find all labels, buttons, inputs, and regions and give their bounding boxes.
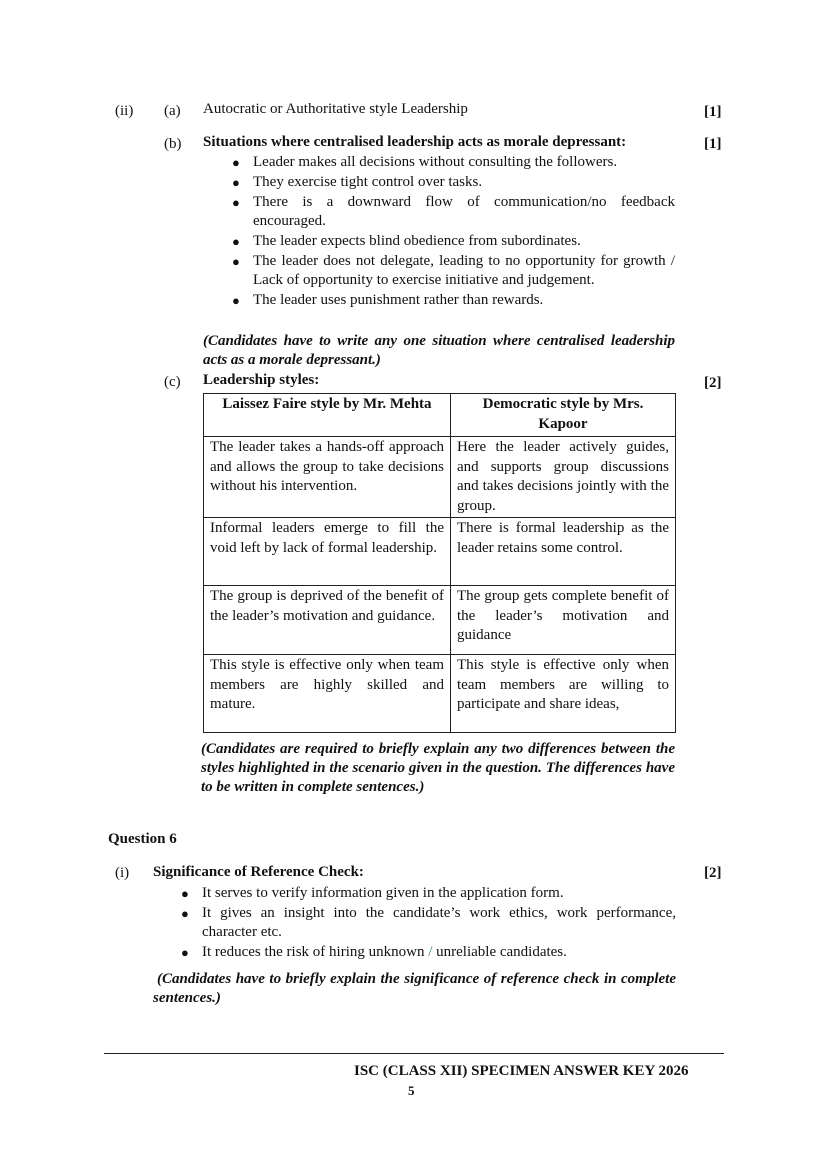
list-item: ● It reduces the risk of hiring unknown / unreliable candidates.: [181, 944, 567, 960]
footer-title: ISC (CLASS XII) SPECIMEN ANSWER KEY 2026: [354, 1063, 689, 1079]
list-item: ● They exercise tight control over tasks.: [232, 174, 483, 190]
table-header-row: [204, 394, 676, 437]
table-cell: Here the leader actively guides, and supports group discussions and takes decisions jointly with the group.: [451, 437, 676, 518]
list-item: ● Leader makes all decisions without consulting the followers.: [232, 154, 618, 170]
heading-reference-check: Significance of Reference Check:: [153, 864, 364, 880]
marks-b: [1]: [704, 136, 722, 152]
marks-i: [2]: [704, 865, 722, 881]
page-number: 5: [408, 1083, 415, 1098]
bullet-icon: ●: [232, 254, 240, 269]
footer-divider: [104, 1053, 724, 1054]
bullet-icon: ●: [232, 175, 240, 190]
list-item: ● The leader expects blind obedience from subordinates.: [232, 233, 581, 249]
table-row: [204, 586, 676, 655]
heading-b: Situations where centralised leadership acts as morale depressant:: [203, 134, 627, 150]
roman-label-ii: (ii): [115, 103, 134, 119]
leadership-styles-table: [203, 393, 676, 733]
bullet-icon: ●: [232, 234, 240, 249]
table-cell: This style is effective only when team members are willing to participate and share ideas,: [451, 655, 676, 733]
note-c: (Candidates are required to briefly explain any two differences between the styles highlighted in the scenario given in the question. The differences have to be written in complete sentences.): [201, 741, 675, 795]
list-item: ● The leader uses punishment rather than rewards.: [232, 292, 544, 308]
bullet-icon: ●: [232, 293, 240, 308]
marks-a: [1]: [704, 104, 722, 120]
note-i: (Candidates have to briefly explain the significance of reference check in complete sentences.): [153, 971, 676, 1006]
column-header-laissez-faire: Laissez Faire style by Mr. Mehta: [204, 394, 451, 437]
list-item: ● There is a downward flow of communication/no feedback encouraged.: [232, 194, 675, 229]
table-cell: The group gets complete benefit of the leader’s motivation and guidance: [451, 586, 676, 655]
bullet-icon: ●: [181, 945, 189, 960]
bullet-icon: ●: [232, 195, 240, 210]
label-a: (a): [164, 103, 181, 119]
bullet-list-b: [229, 153, 675, 311]
table-row: [204, 518, 676, 586]
table-cell: The leader takes a hands-off approach and allows the group to take decisions without his intervention.: [204, 437, 451, 518]
bullet-icon: ●: [232, 155, 240, 170]
bullet-icon: ●: [181, 906, 189, 921]
answer-a-text: Autocratic or Authoritative style Leadership: [203, 101, 468, 117]
label-b: (b): [164, 136, 182, 152]
list-item: ● It gives an insight into the candidate’s work ethics, work performance, character etc.: [181, 905, 676, 940]
column-header-democratic: Democratic style by Mrs. Kapoor: [451, 394, 676, 437]
label-i: (i): [115, 865, 130, 881]
list-item: ● It serves to verify information given in the application form.: [181, 885, 564, 901]
table-row: [204, 437, 676, 518]
table-cell: The group is deprived of the benefit of the leader’s motivation and guidance.: [204, 586, 451, 655]
table-cell: Informal leaders emerge to fill the void left by lack of formal leadership.: [204, 518, 451, 586]
table-cell: This style is effective only when team members are highly skilled and mature.: [204, 655, 451, 733]
bullet-icon: ●: [181, 886, 189, 901]
table-cell: There is formal leadership as the leader retains some control.: [451, 518, 676, 586]
label-c: (c): [164, 374, 181, 390]
heading-c: Leadership styles:: [203, 372, 320, 388]
list-item: ● The leader does not delegate, leading to no opportunity for growth / Lack of opportunity to exercise initiative and judgement.: [232, 253, 675, 288]
marks-c: [2]: [704, 375, 722, 391]
question-title: Question 6: [108, 831, 177, 847]
table-row: [204, 655, 676, 733]
note-b: (Candidates have to write any one situation where centralised leadership acts as a morale depressant.): [203, 333, 675, 368]
bullet-list-reference-check: [178, 884, 676, 963]
